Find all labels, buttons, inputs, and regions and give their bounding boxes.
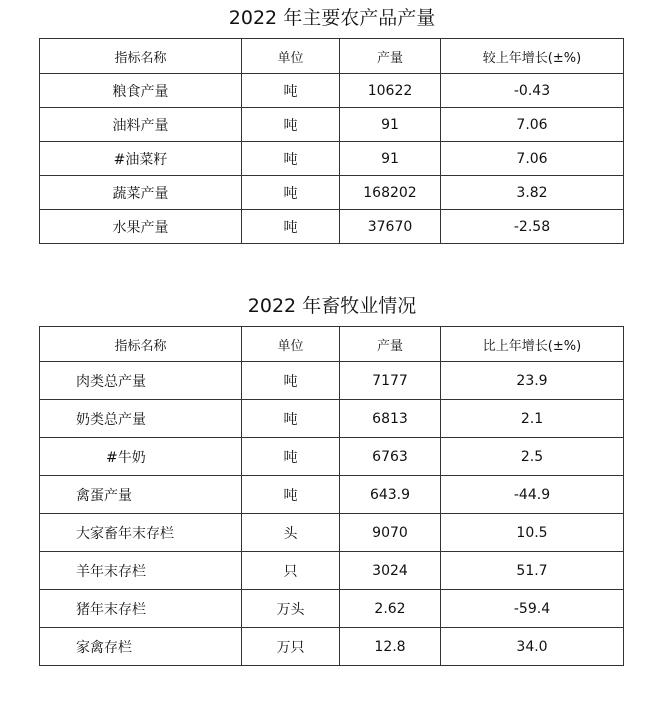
indicator-cell: 家禽存栏 — [40, 628, 242, 666]
table-row — [40, 552, 624, 590]
indicator-cell: 大家畜年末存栏 — [40, 514, 242, 552]
unit-cell: 头 — [242, 514, 340, 552]
table-row — [40, 590, 624, 628]
indicator-cell: 猪年末存栏 — [40, 590, 242, 628]
table-row — [40, 176, 624, 210]
table-header-row — [40, 39, 624, 74]
output-cell: 6763 — [340, 438, 441, 476]
growth-cell: -2.58 — [441, 210, 624, 244]
header-unit: 单位 — [242, 39, 340, 74]
agri-output-table — [39, 38, 624, 244]
output-cell: 2.62 — [340, 590, 441, 628]
output-cell: 91 — [340, 142, 441, 176]
indicator-cell: 蔬菜产量 — [40, 176, 242, 210]
indicator-cell: #油菜籽 — [40, 142, 242, 176]
growth-cell: -59.4 — [441, 590, 624, 628]
indicator-cell: 肉类总产量 — [40, 362, 242, 400]
growth-cell: 7.06 — [441, 142, 624, 176]
table-row — [40, 362, 624, 400]
unit-cell: 吨 — [242, 176, 340, 210]
output-cell: 6813 — [340, 400, 441, 438]
output-cell: 37670 — [340, 210, 441, 244]
growth-cell: 2.5 — [441, 438, 624, 476]
table-row — [40, 210, 624, 244]
output-cell: 3024 — [340, 552, 441, 590]
output-cell: 168202 — [340, 176, 441, 210]
growth-cell: 34.0 — [441, 628, 624, 666]
output-cell: 91 — [340, 108, 441, 142]
table-row — [40, 514, 624, 552]
output-cell: 12.8 — [340, 628, 441, 666]
growth-cell: -0.43 — [441, 74, 624, 108]
table-row — [40, 400, 624, 438]
table1-title: 2022 年主要农产品产量 — [228, 7, 436, 29]
output-cell: 10622 — [340, 74, 441, 108]
unit-cell: 吨 — [242, 362, 340, 400]
table-row — [40, 628, 624, 666]
header-output: 产量 — [340, 39, 441, 74]
growth-cell: 10.5 — [441, 514, 624, 552]
table-row — [40, 438, 624, 476]
header-growth: 比上年增长(±%) — [441, 327, 624, 362]
indicator-cell: 粮食产量 — [40, 74, 242, 108]
growth-cell: 23.9 — [441, 362, 624, 400]
indicator-cell: #牛奶 — [40, 438, 242, 476]
table-row — [40, 142, 624, 176]
unit-cell: 吨 — [242, 400, 340, 438]
header-output: 产量 — [340, 327, 441, 362]
unit-cell: 万只 — [242, 628, 340, 666]
indicator-cell: 禽蛋产量 — [40, 476, 242, 514]
table-header-row — [40, 327, 624, 362]
growth-cell: -44.9 — [441, 476, 624, 514]
table-row — [40, 74, 624, 108]
header-unit: 单位 — [242, 327, 340, 362]
indicator-cell: 奶类总产量 — [40, 400, 242, 438]
output-cell: 7177 — [340, 362, 441, 400]
growth-cell: 7.06 — [441, 108, 624, 142]
table2-title: 2022 年畜牧业情况 — [247, 295, 417, 317]
header-growth: 较上年增长(±%) — [441, 39, 624, 74]
unit-cell: 只 — [242, 552, 340, 590]
unit-cell: 万头 — [242, 590, 340, 628]
indicator-cell: 油料产量 — [40, 108, 242, 142]
indicator-cell: 羊年末存栏 — [40, 552, 242, 590]
livestock-table — [39, 326, 624, 666]
unit-cell: 吨 — [242, 476, 340, 514]
output-cell: 643.9 — [340, 476, 441, 514]
unit-cell: 吨 — [242, 142, 340, 176]
growth-cell: 3.82 — [441, 176, 624, 210]
header-indicator: 指标名称 — [40, 327, 242, 362]
growth-cell: 51.7 — [441, 552, 624, 590]
growth-cell: 2.1 — [441, 400, 624, 438]
output-cell: 9070 — [340, 514, 441, 552]
table-row — [40, 108, 624, 142]
unit-cell: 吨 — [242, 74, 340, 108]
header-indicator: 指标名称 — [40, 39, 242, 74]
indicator-cell: 水果产量 — [40, 210, 242, 244]
unit-cell: 吨 — [242, 438, 340, 476]
unit-cell: 吨 — [242, 108, 340, 142]
table-row — [40, 476, 624, 514]
unit-cell: 吨 — [242, 210, 340, 244]
